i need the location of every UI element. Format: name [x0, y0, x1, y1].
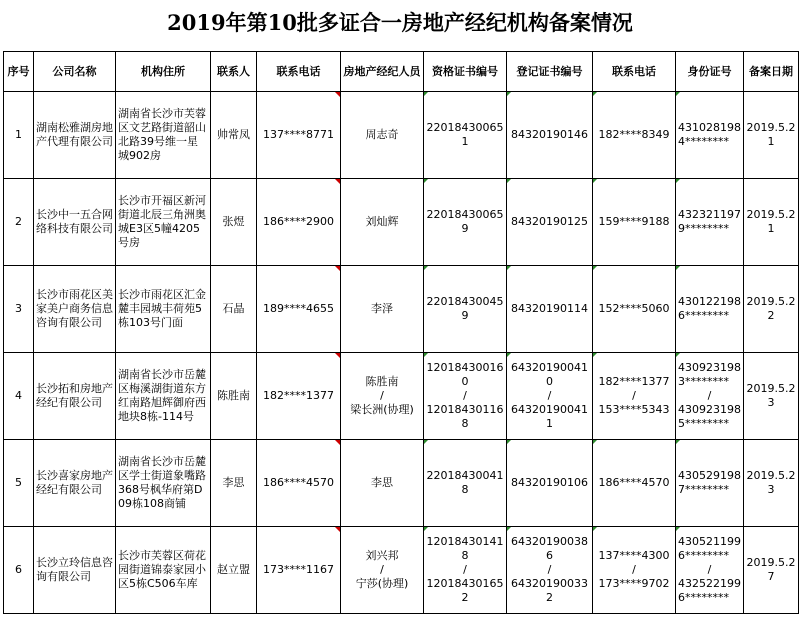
agent-phone-2: 153****5343 — [598, 403, 670, 416]
registration-no-1: 643201900386 — [511, 535, 588, 562]
cell-company: 长沙立玲信息咨询有限公司 — [34, 527, 116, 614]
id-number-1: 4309231983******** — [678, 361, 741, 388]
registration-no-2: 643201900332 — [511, 577, 588, 604]
cell-address: 湖南省长沙市芙蓉区文艺路街道韶山北路39号维一星城902房 — [116, 92, 211, 179]
agent-primary: 陈胜南 — [365, 375, 399, 388]
cell-company: 长沙喜家房地产经纪有限公司 — [34, 440, 116, 527]
qualification-no-1: 120184300160 — [426, 361, 504, 388]
cell-contact: 赵立盟 — [211, 527, 257, 614]
col-header-address: 机构住所 — [116, 52, 211, 92]
table-row — [4, 527, 799, 614]
agent-phone-1: 182****1377 — [598, 375, 670, 388]
cell-index: 3 — [4, 266, 34, 353]
separator: / — [707, 563, 712, 576]
col-header-registration-no: 登记证书编号 — [507, 52, 593, 92]
registration-no-1: 643201900410 — [511, 361, 588, 388]
cell-registration-no — [507, 527, 593, 614]
header-row — [4, 52, 799, 92]
separator: / — [632, 389, 636, 402]
cell-filing-date: 2019.5.21 — [744, 179, 799, 266]
separator: / — [632, 563, 636, 576]
separator: / — [547, 389, 552, 402]
cell-contact: 帅常凤 — [211, 92, 257, 179]
cell-qualification-no: 220184300659 — [424, 179, 507, 266]
separator: / — [380, 563, 384, 576]
cell-agent-phone: 152****5060 — [593, 266, 676, 353]
cell-agent — [341, 353, 424, 440]
cell-id-number: 4323211979******** — [676, 179, 744, 266]
cell-filing-date: 2019.5.22 — [744, 266, 799, 353]
cell-agent-phone: 186****4570 — [593, 440, 676, 527]
agent-phone-2: 173****9702 — [598, 577, 670, 590]
col-header-company: 公司名称 — [34, 52, 116, 92]
cell-index: 6 — [4, 527, 34, 614]
cell-phone: 173****1167 — [257, 527, 341, 614]
cell-company: 长沙市雨花区美家美户商务信息咨询有限公司 — [34, 266, 116, 353]
cell-phone: 182****1377 — [257, 353, 341, 440]
separator: / — [380, 389, 384, 402]
col-header-phone: 联系电话 — [257, 52, 341, 92]
col-header-filing-date: 备案日期 — [744, 52, 799, 92]
id-number-2: 4325221996******** — [678, 577, 741, 604]
cell-phone: 186****4570 — [257, 440, 341, 527]
cell-id-number: 4305291987******** — [676, 440, 744, 527]
table-row — [4, 179, 799, 266]
cell-filing-date: 2019.5.21 — [744, 92, 799, 179]
cell-id-number — [676, 353, 744, 440]
cell-id-number: 4301221986******** — [676, 266, 744, 353]
table-row — [4, 353, 799, 440]
cell-registration-no: 84320190106 — [507, 440, 593, 527]
col-header-id-number: 身份证号 — [676, 52, 744, 92]
qualification-no-1: 120184301418 — [426, 535, 504, 562]
cell-agent: 李思 — [341, 440, 424, 527]
cell-address: 长沙市开福区新河街道北辰三角洲奥城E3区5幢4205号房 — [116, 179, 211, 266]
cell-agent: 李泽 — [341, 266, 424, 353]
agent-assistant: 梁长洲(协理) — [350, 403, 414, 416]
cell-index: 2 — [4, 179, 34, 266]
cell-registration-no — [507, 353, 593, 440]
cell-address: 长沙市芙蓉区荷花园街道锦泰家园小区5栋C506车库 — [116, 527, 211, 614]
col-header-index: 序号 — [4, 52, 34, 92]
col-header-contact: 联系人 — [211, 52, 257, 92]
cell-phone: 189****4655 — [257, 266, 341, 353]
cell-agent — [341, 527, 424, 614]
page-title: 2019年第10批多证合一房地产经纪机构备案情况 — [167, 10, 633, 35]
cell-phone: 137****8771 — [257, 92, 341, 179]
cell-id-number: 4310281984******** — [676, 92, 744, 179]
cell-agent-phone: 182****8349 — [593, 92, 676, 179]
separator: / — [547, 563, 552, 576]
col-header-agent-phone: 联系电话 — [593, 52, 676, 92]
cell-contact: 石晶 — [211, 266, 257, 353]
cell-agent-phone — [593, 527, 676, 614]
table-header — [4, 52, 799, 92]
col-header-agent: 房地产经纪人员 — [341, 52, 424, 92]
cell-agent: 周志奇 — [341, 92, 424, 179]
cell-index: 5 — [4, 440, 34, 527]
agent-primary: 刘兴邦 — [365, 549, 399, 562]
cell-contact: 张煜 — [211, 179, 257, 266]
cell-id-number — [676, 527, 744, 614]
cell-company: 湖南松雅湖房地产代理有限公司 — [34, 92, 116, 179]
table-body — [4, 92, 799, 614]
separator: / — [463, 389, 467, 402]
cell-contact: 陈胜南 — [211, 353, 257, 440]
table-row — [4, 266, 799, 353]
cell-address: 湖南省长沙市岳麓区学士街道象嘴路368号枫华府第D09栋108商铺 — [116, 440, 211, 527]
agent-phone-1: 137****4300 — [598, 549, 670, 562]
cell-registration-no: 84320190125 — [507, 179, 593, 266]
cell-qualification-no — [424, 527, 507, 614]
cell-filing-date: 2019.5.23 — [744, 353, 799, 440]
cell-agent-phone — [593, 353, 676, 440]
col-header-qualification-no: 资格证书编号 — [424, 52, 507, 92]
cell-phone: 186****2900 — [257, 179, 341, 266]
cell-registration-no: 84320190114 — [507, 266, 593, 353]
cell-filing-date: 2019.5.27 — [744, 527, 799, 614]
cell-index: 1 — [4, 92, 34, 179]
separator: / — [707, 389, 712, 402]
cell-index: 4 — [4, 353, 34, 440]
separator: / — [463, 563, 467, 576]
cell-agent: 刘灿辉 — [341, 179, 424, 266]
cell-company: 长沙拓和房地产经纪有限公司 — [34, 353, 116, 440]
cell-company: 长沙中一五合网络科技有限公司 — [34, 179, 116, 266]
table-row — [4, 92, 799, 179]
id-number-1: 4305211996******** — [678, 535, 741, 562]
id-number-2: 4309231985******** — [678, 403, 741, 430]
cell-qualification-no: 220184300651 — [424, 92, 507, 179]
table-row — [4, 440, 799, 527]
cell-qualification-no: 220184300459 — [424, 266, 507, 353]
cell-agent-phone: 159****9188 — [593, 179, 676, 266]
cell-filing-date: 2019.5.23 — [744, 440, 799, 527]
cell-registration-no: 84320190146 — [507, 92, 593, 179]
cell-contact: 李思 — [211, 440, 257, 527]
agent-assistant: 宁莎(协理) — [355, 577, 409, 590]
qualification-no-2: 120184301652 — [426, 577, 504, 604]
qualification-no-2: 120184301168 — [426, 403, 504, 430]
cell-address: 湖南省长沙市岳麓区梅溪湖街道东方红南路旭辉御府西地块8栋-114号 — [116, 353, 211, 440]
registration-no-2: 643201900411 — [511, 403, 588, 430]
cell-qualification-no — [424, 353, 507, 440]
cell-address: 长沙市雨花区汇金麓丰园城丰荷苑5栋103号门面 — [116, 266, 211, 353]
records-table — [3, 51, 799, 614]
cell-qualification-no: 220184300418 — [424, 440, 507, 527]
